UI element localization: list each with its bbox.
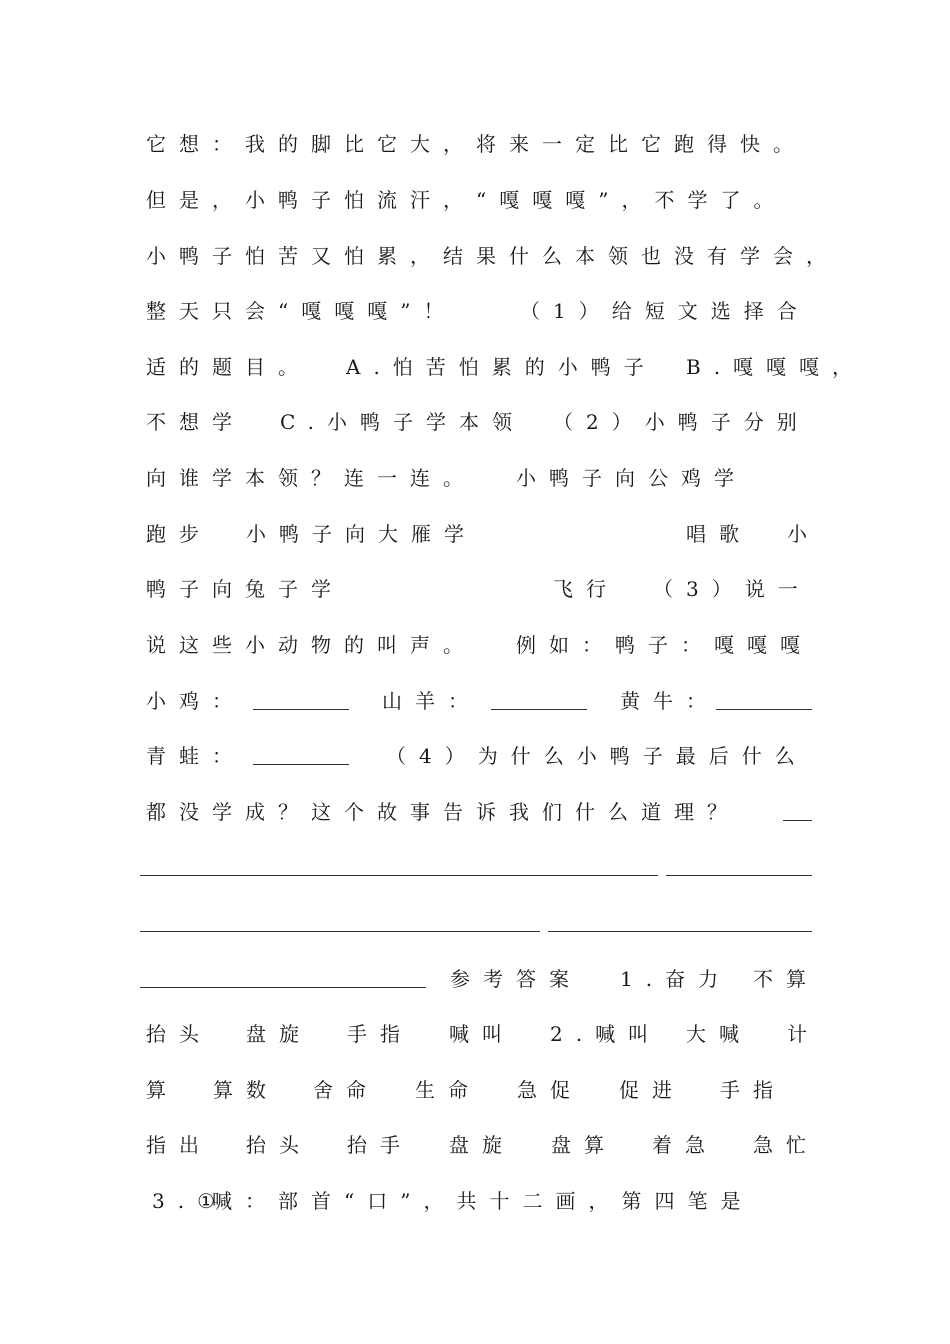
question-2-prompt: （2）小鸭子分别 [553,410,810,434]
text-line [0,291,950,331]
text-line [0,458,950,498]
text-line [0,124,950,164]
animal-label: 黄牛： [620,689,719,713]
answer-blank[interactable] [253,709,349,710]
answer-word: 抬头 [246,1133,312,1157]
example-text: 例如：鸭子：嘎嘎嘎 [516,633,813,657]
answer-word: 2.喊叫 [550,1022,662,1046]
answer-word: 舍命 [313,1078,379,1102]
answer-word: 手指 [720,1078,786,1102]
question-1-prompt: （1）给短文选择合 [520,299,810,323]
text-line [0,1125,950,1165]
text-segment: 它想：我的脚比它大，将来一定比它跑得快。 [146,132,806,156]
answer-text: 3.① [152,1189,229,1213]
text-segment: 整天只会“嘎嘎嘎”！ [146,299,457,323]
answer-blank[interactable] [253,764,349,765]
text-line [0,180,950,220]
answer-word: 急促 [517,1078,583,1102]
text-line [0,681,950,721]
animal-label: 青蛙： [146,744,245,768]
match-item: 唱歌 [686,522,752,546]
text-line [0,1070,950,1110]
match-item: 跑步 [146,522,212,546]
text-line [0,736,950,776]
text-line [0,625,950,665]
match-item: 小鸭子向公鸡学 [516,466,747,490]
answer-word: 抬手 [347,1133,413,1157]
answer-word: 盘旋 [449,1133,515,1157]
text-line [0,514,950,554]
answer-word: 手指 [347,1022,413,1046]
answer-word: 盘旋 [246,1022,312,1046]
question-3-prompt: （3）说一 [653,577,811,601]
answer-word: 抬头 [146,1022,212,1046]
match-item: 小鸭子向大雁学 [246,522,477,546]
answer-text: 1.奋力 [620,967,732,991]
text-line [0,569,950,609]
option-a: A.怕苦怕累的小鸭子 [346,355,657,379]
answer-line-row [0,847,950,887]
text-line [0,347,950,387]
answer-word: 盘算 [551,1133,617,1157]
answer-word: 计 [787,1022,820,1046]
question-4-prompt: （4）为什么小鸭子最后什么 [386,744,808,768]
match-item: 鸭子向兔子学 [146,577,344,601]
animal-label: 山羊： [382,689,481,713]
option-b: B.嘎嘎嘎， [686,355,866,379]
text-line [0,792,950,832]
answer-blank[interactable] [140,931,540,932]
answer-word: 急忙 [753,1133,819,1157]
answer-word: 指出 [146,1133,212,1157]
answer-blank[interactable] [491,709,587,710]
animal-label: 小鸡： [146,689,245,713]
text-line [0,402,950,442]
text-segment: 说这些小动物的叫声。 [146,633,476,657]
match-item: 飞行 [553,577,619,601]
answer-word: 促进 [619,1078,685,1102]
answer-word: 算 [146,1078,179,1102]
text-segment: 不想学 [146,410,245,434]
text-segment: 小鸭子怕苦又怕累，结果什么本领也没有学会， [146,244,839,268]
text-line [0,959,950,999]
option-c: C.小鸭子学本领 [280,410,525,434]
answer-key-heading: 参考答案 [450,967,582,991]
text-segment: 向谁学本领？连一连。 [146,466,476,490]
answer-word: 大喊 [686,1022,752,1046]
text-segment: 适的题目。 [146,355,311,379]
answer-blank[interactable] [140,875,658,876]
answer-blank[interactable] [783,820,812,821]
match-item: 小 [787,522,820,546]
text-line [0,236,950,276]
text-line [0,1014,950,1054]
text-line [0,1181,950,1221]
answer-blank[interactable] [548,931,812,932]
answer-word: 着急 [652,1133,718,1157]
answer-word: 生命 [415,1078,481,1102]
answer-blank[interactable] [666,875,812,876]
answer-line-row [0,903,950,943]
text-segment: 都没学成？这个故事告诉我们什么道理？ [146,800,740,824]
answer-blank[interactable] [140,987,426,988]
answer-word: 算数 [213,1078,279,1102]
answer-text: 喊：部首“口”，共十二画，第四笔是 [212,1189,754,1213]
text-segment: 但是，小鸭子怕流汗，“嘎嘎嘎”，不学了。 [146,188,787,212]
answer-word: 喊叫 [449,1022,515,1046]
answer-text: 不算 [753,967,819,991]
answer-blank[interactable] [716,709,812,710]
